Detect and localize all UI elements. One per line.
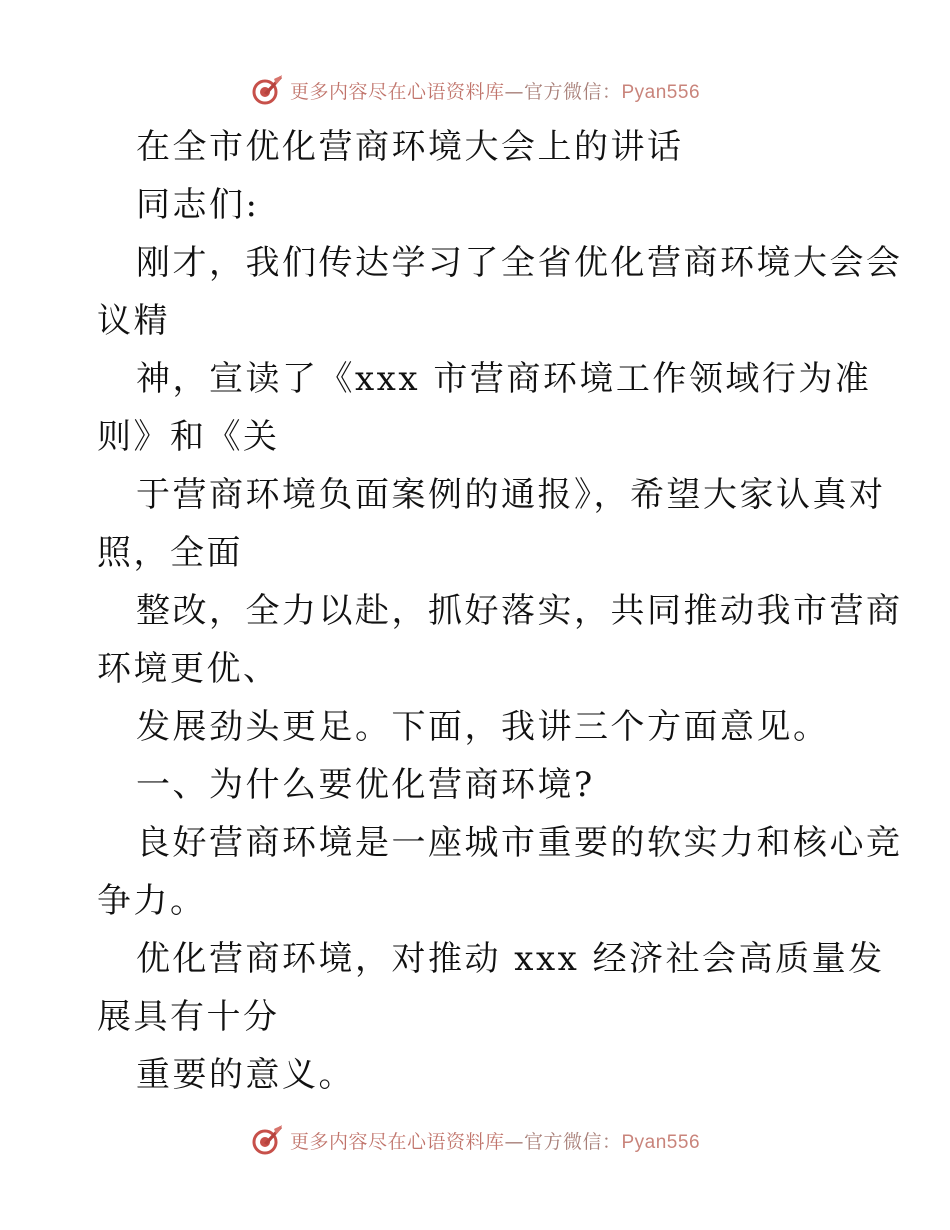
- paragraph-line: 良好营商环境是一座城市重要的软实力和核心竞: [136, 823, 903, 863]
- watermark-wechat-label: —官方微信：: [504, 1130, 622, 1153]
- watermark-wechat-label: —官方微信：: [504, 80, 622, 103]
- paragraph-line: 发展劲头更足。下面，我讲三个方面意见。: [136, 707, 830, 747]
- paragraph-line: 重要的意义。: [136, 1055, 355, 1095]
- watermark-wechat-id: Pyan556: [621, 1131, 701, 1153]
- watermark-library-name: 更多内容尽在心语资料库: [289, 80, 505, 103]
- section-heading: 一、为什么要优化营商环境?: [136, 765, 595, 805]
- paragraph-line: 神，宣读了《xxx 市营商环境工作领域行为准: [136, 359, 872, 399]
- document-body: [97, 118, 903, 1104]
- footer-watermark: [0, 1120, 950, 1160]
- paragraph-line: 整改，全力以赴，抓好落实，共同推动我市营商: [136, 591, 903, 631]
- document-title: 在全市优化营商环境大会上的讲话: [136, 127, 684, 167]
- paragraph-line: 则》和《关: [97, 417, 280, 457]
- paragraph-line: 环境更优、: [97, 649, 280, 689]
- watermark-library-name: 更多内容尽在心语资料库: [289, 1130, 505, 1153]
- quill-logo-icon: [250, 1123, 284, 1157]
- salutation: 同志们:: [136, 185, 260, 225]
- watermark-text: [290, 1127, 700, 1154]
- paragraph-line: 刚才，我们传达学习了全省优化营商环境大会会: [136, 243, 903, 283]
- paragraph-line: 展具有十分: [97, 997, 280, 1037]
- paragraph-line: 于营商环境负面案例的通报》，希望大家认真对: [136, 475, 886, 515]
- watermark-wechat-id: Pyan556: [621, 81, 701, 103]
- paragraph-line: 争力。: [97, 881, 207, 921]
- header-watermark: [0, 70, 950, 110]
- quill-logo-icon: [250, 73, 284, 107]
- watermark-text: [290, 77, 700, 104]
- paragraph-line: 议精: [97, 301, 170, 341]
- paragraph-line: 照，全面: [97, 533, 243, 573]
- paragraph-line: 优化营商环境，对推动 xxx 经济社会高质量发: [136, 939, 885, 979]
